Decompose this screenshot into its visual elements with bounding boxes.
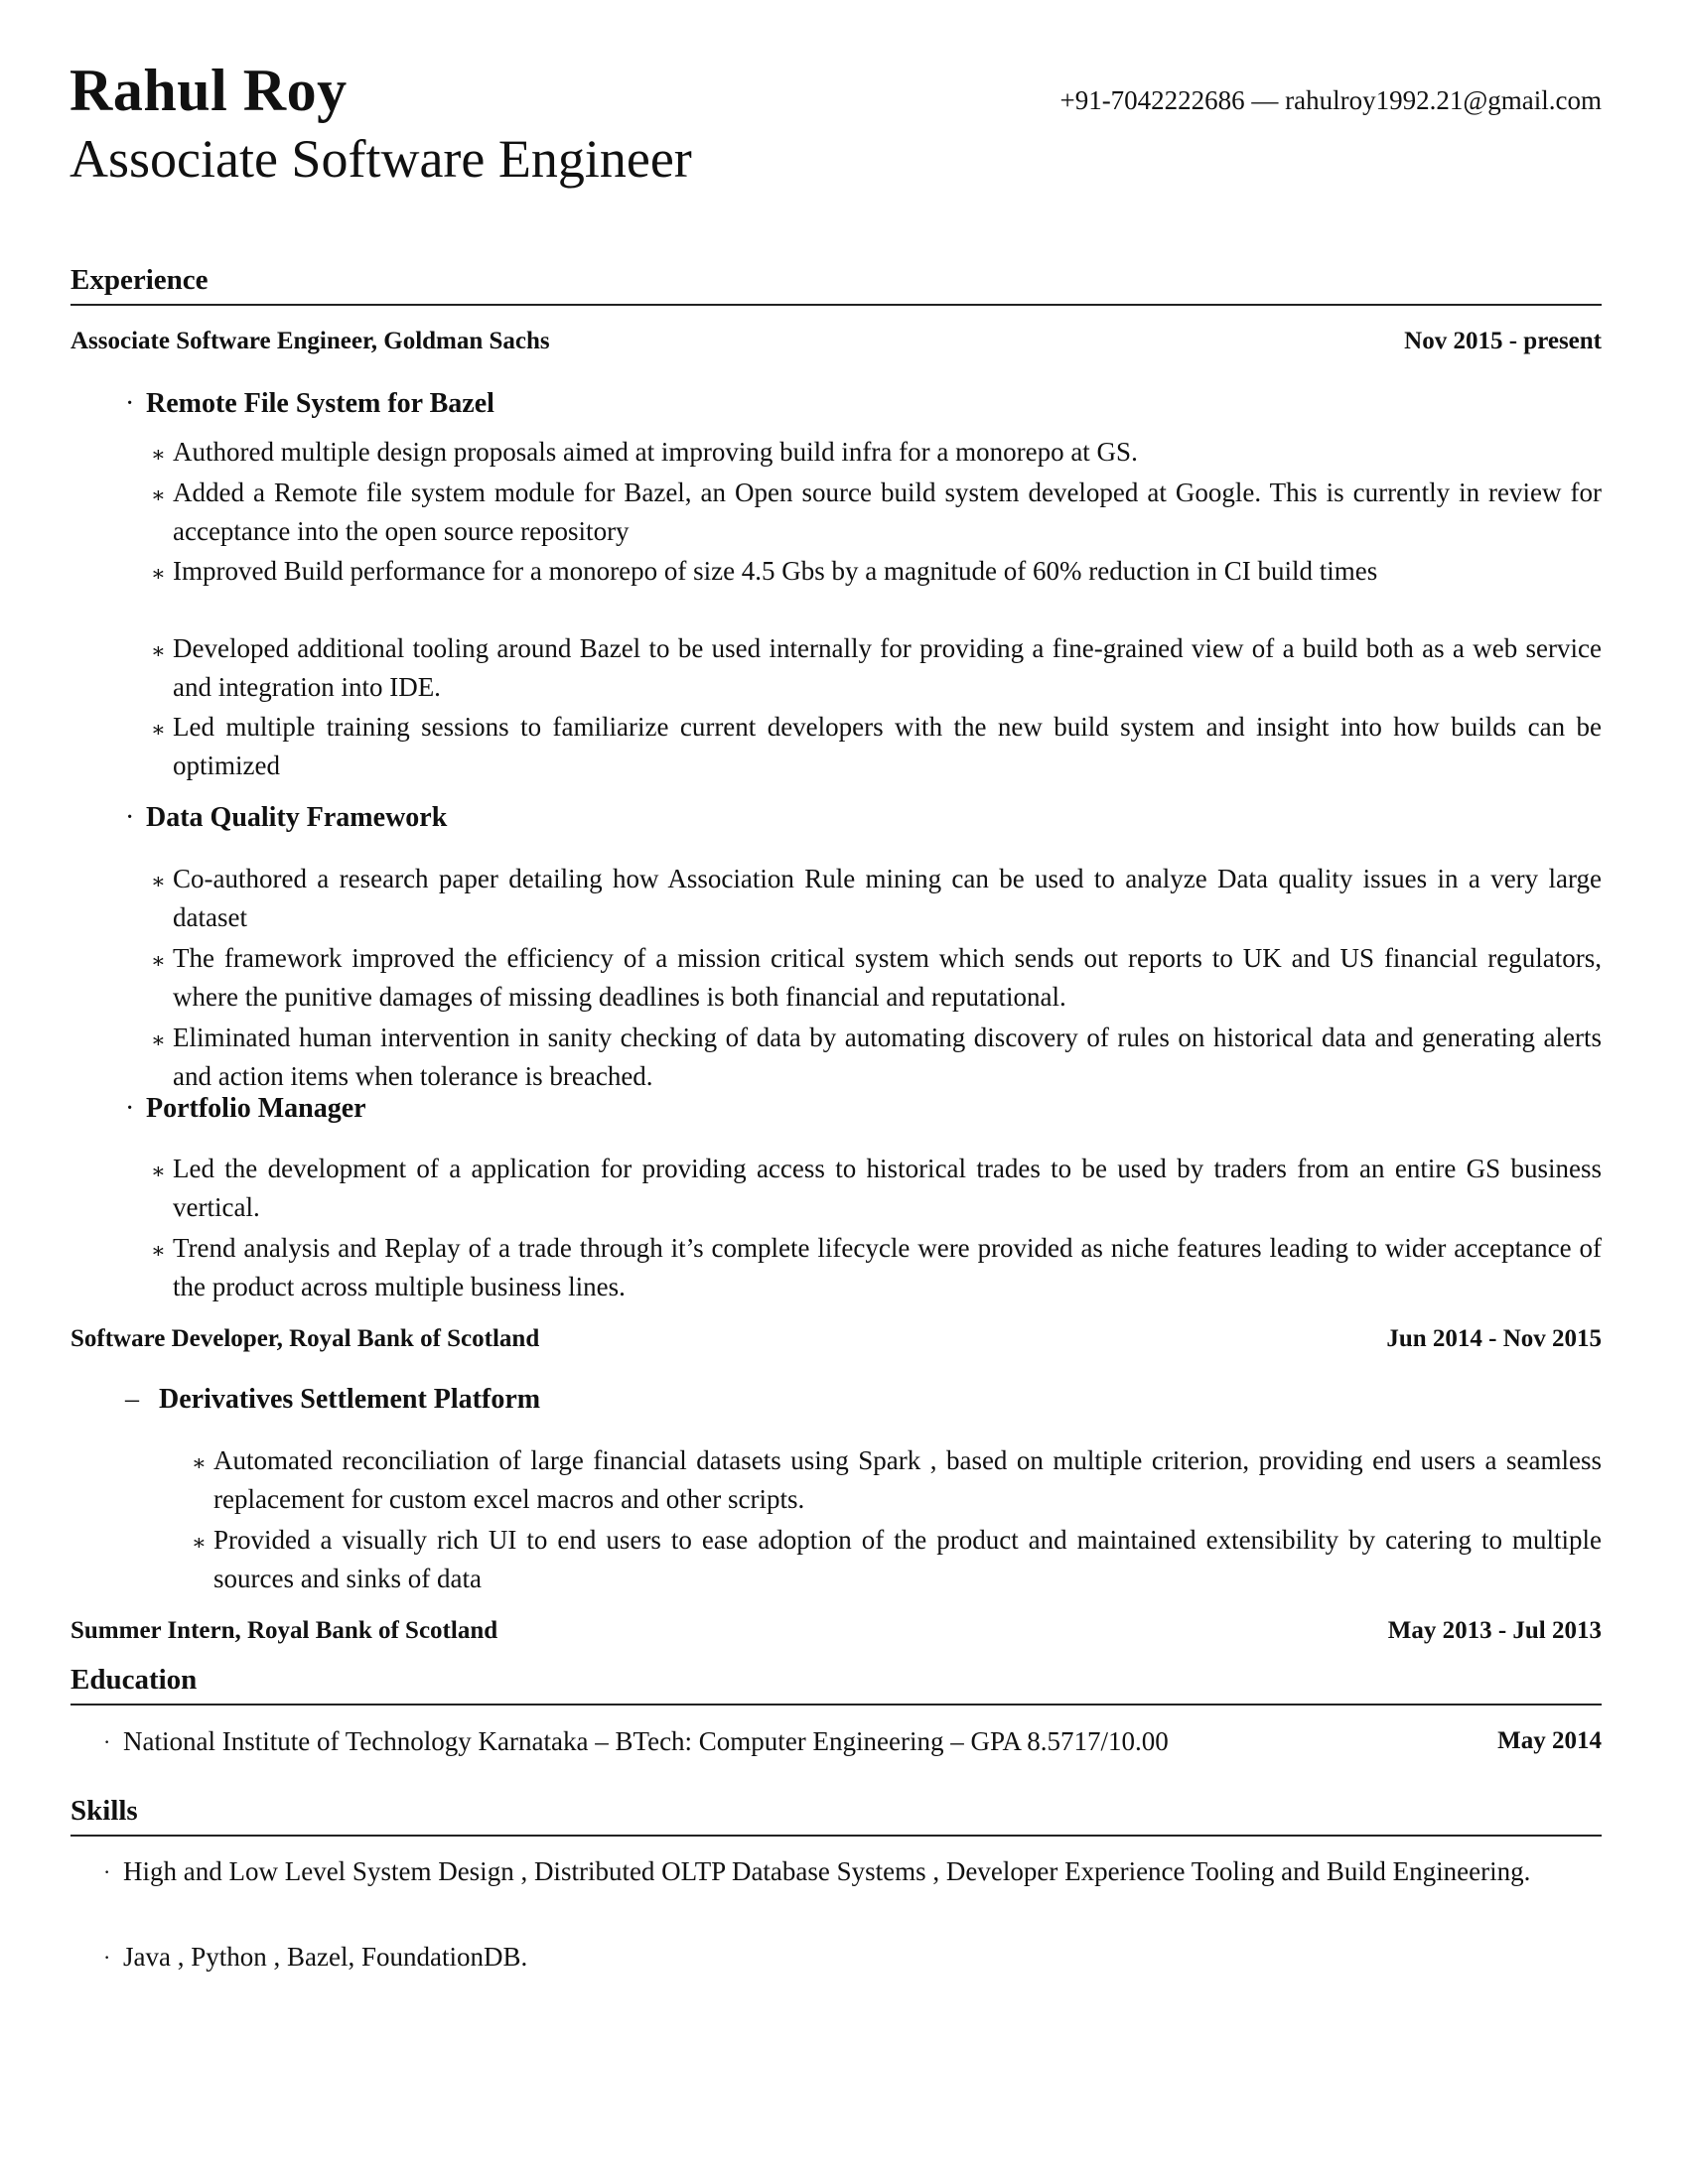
education-entry: [103, 1722, 1414, 1761]
education-text: National Institute of Technology Karnataka – BTech: Computer Engineering – GPA 8.5717/10.00: [123, 1726, 1169, 1756]
project-title: [125, 1091, 366, 1127]
asterisk-bullet-icon: ∗: [151, 948, 166, 973]
experience-heading: Experience: [70, 264, 209, 296]
bullet-text: The framework improved the efficiency of a mission critical system which sends out reports to UK and US financial regulators, where the punitive damages of missing deadlines is both financial and reputational.: [173, 943, 1602, 1012]
asterisk-bullet-icon: ∗: [151, 869, 166, 893]
bullet-text: Trend analysis and Replay of a trade through it’s complete lifecycle were provided as niche features leading to wider acceptance of the product across multiple business lines.: [173, 1233, 1602, 1301]
list-item: [151, 939, 1602, 1017]
list-item: [151, 433, 1602, 472]
asterisk-bullet-icon: ∗: [192, 1450, 207, 1475]
contact-info: +91-7042222686 — rahulroy1992.21@gmail.com: [1059, 85, 1602, 115]
job-dates: May 2013 - Jul 2013: [1387, 1617, 1602, 1644]
skills-text: Java , Python , Bazel, FoundationDB.: [123, 1942, 528, 1972]
project-name: Portfolio Manager: [146, 1093, 366, 1124]
bullet-text: Provided a visually rich UI to end users to ease adoption of the product and maintained extensibility by catering to multiple sources and sinks of data: [213, 1525, 1602, 1593]
bullet-icon: ·: [125, 388, 135, 419]
job-header: [70, 326, 1602, 357]
section-divider: [70, 304, 1602, 306]
list-item: [151, 552, 1602, 591]
job-dates: Jun 2014 - Nov 2015: [1386, 1325, 1602, 1352]
bullet-text: Developed additional tooling around Bazel to be used internally for providing a fine-grained view of a build both as a web service and integration into IDE.: [173, 633, 1602, 702]
bullet-text: Eliminated human intervention in sanity checking of data by automating discovery of rules on historical data and generating alerts and action items when tolerance is breached.: [173, 1023, 1602, 1091]
list-item: [192, 1521, 1602, 1598]
skills-text: High and Low Level System Design , Distributed OLTP Database Systems , Developer Experience Tooling and Build Engineering.: [123, 1856, 1531, 1886]
bullet-text: Automated reconciliation of large financial datasets using Spark , based on multiple criterion, providing end users a seamless replacement for custom excel macros and other scripts.: [213, 1445, 1602, 1514]
asterisk-bullet-icon: ∗: [192, 1530, 207, 1555]
skills-item: [103, 1938, 1602, 1977]
asterisk-bullet-icon: ∗: [151, 717, 166, 742]
skills-item: [93, 1852, 1602, 1891]
bullet-icon: ·: [103, 1945, 111, 1970]
job-dates: Nov 2015 - present: [1404, 328, 1602, 354]
dash-icon: –: [125, 1384, 139, 1415]
project-title: [125, 1382, 541, 1418]
project-title: [125, 800, 448, 836]
asterisk-bullet-icon: ∗: [151, 1238, 166, 1263]
bullet-icon: ·: [125, 802, 135, 833]
asterisk-bullet-icon: ∗: [151, 1159, 166, 1183]
education-date: May 2014: [1497, 1727, 1602, 1754]
asterisk-bullet-icon: ∗: [151, 1027, 166, 1052]
asterisk-bullet-icon: ∗: [151, 482, 166, 507]
project-name: Derivatives Settlement Platform: [159, 1384, 541, 1415]
job-role: Summer Intern, Royal Bank of Scotland: [70, 1617, 498, 1644]
list-item: [151, 1229, 1602, 1306]
skills-heading: Skills: [70, 1795, 138, 1827]
bullet-icon: ·: [103, 1859, 111, 1884]
bullet-icon: ·: [125, 1093, 135, 1124]
list-item: [151, 860, 1602, 937]
bullet-text: Co-authored a research paper detailing how Association Rule mining can be used to analyze Data quality issues in a very large dataset: [173, 864, 1602, 932]
bullet-text: Led the development of a application for providing access to historical trades to be used by traders from an entire GS business vertical.: [173, 1154, 1602, 1222]
bullet-text: Added a Remote file system module for Bazel, an Open source build system developed at Google. This is currently in review for acceptance into the open source repository: [173, 478, 1602, 546]
job-header: [70, 1323, 1602, 1355]
project-name: Remote File System for Bazel: [146, 388, 494, 419]
list-item: [151, 1019, 1602, 1096]
education-heading: Education: [70, 1664, 198, 1696]
asterisk-bullet-icon: ∗: [151, 638, 166, 663]
bullet-text: Led multiple training sessions to familiarize current developers with the new build system and insight into how builds can be optimized: [173, 712, 1602, 780]
asterisk-bullet-icon: ∗: [151, 561, 166, 586]
list-item: [151, 708, 1602, 785]
list-item: [151, 1150, 1602, 1227]
job-role: Software Developer, Royal Bank of Scotland: [70, 1325, 540, 1352]
project-title: [125, 386, 494, 422]
bullet-text: Authored multiple design proposals aimed at improving build infra for a monorepo at GS.: [173, 437, 1138, 467]
bullet-icon: ·: [103, 1729, 111, 1754]
asterisk-bullet-icon: ∗: [151, 442, 166, 467]
bullet-text: Improved Build performance for a monorepo of size 4.5 Gbs by a magnitude of 60% reduction in CI build times: [173, 556, 1378, 586]
candidate-title: Associate Software Engineer: [70, 129, 692, 189]
candidate-name: Rahul Roy: [70, 58, 348, 123]
section-divider: [70, 1704, 1602, 1706]
job-header: [70, 1615, 1602, 1647]
project-name: Data Quality Framework: [146, 802, 448, 833]
job-role: Associate Software Engineer, Goldman Sachs: [70, 328, 550, 354]
list-item: [192, 1441, 1602, 1519]
list-item: [151, 474, 1602, 551]
section-divider: [70, 1835, 1602, 1837]
list-item: [151, 629, 1602, 707]
